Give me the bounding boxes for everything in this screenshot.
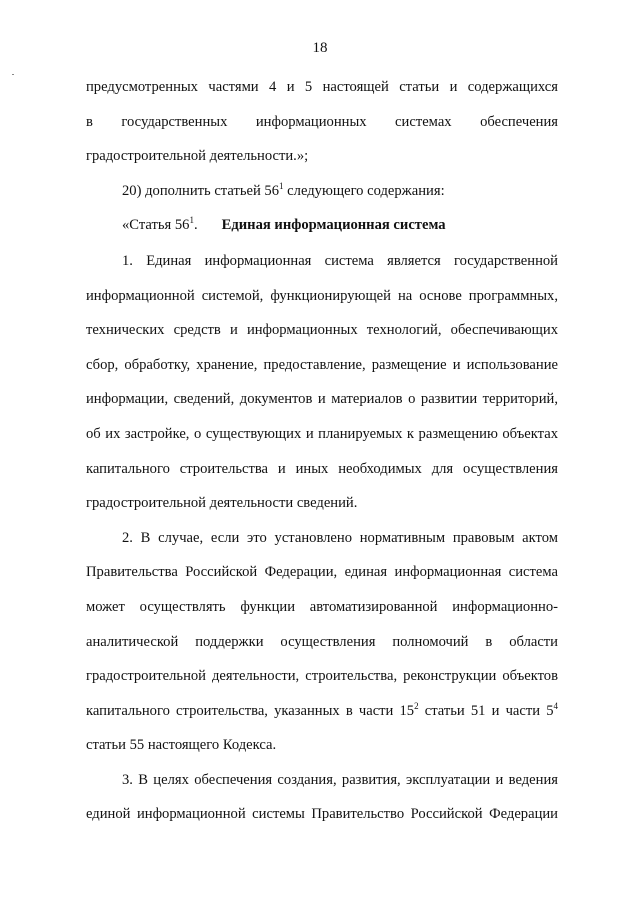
superscript: 1 bbox=[189, 215, 194, 226]
article-number: «Статья $56^1$. bbox=[122, 215, 198, 234]
text-line bbox=[86, 694, 558, 729]
superscript: 2 bbox=[414, 700, 419, 711]
text-line: статьи 55 настоящего Кодекса. bbox=[86, 737, 277, 754]
superscript: 1 bbox=[279, 180, 284, 191]
article-title: Единая информационная система bbox=[221, 217, 446, 234]
text-fragment: 20) дополнить статьей 56 bbox=[122, 182, 280, 199]
text-fragment: статьи 51 и части 5 bbox=[418, 702, 554, 719]
article-heading bbox=[86, 208, 558, 243]
scan-mark bbox=[12, 74, 14, 75]
text-line: аналитической поддержки осуществления полномочий в области bbox=[86, 633, 558, 650]
text-line: информации, сведений, документов и материалов о развитии территорий, bbox=[86, 391, 558, 408]
text-line: единой информационной системы Правительство Российской Федерации bbox=[86, 806, 558, 823]
text-line: информационной системой, функционирующей на основе программных, bbox=[86, 287, 558, 304]
superscript: 4 bbox=[553, 700, 558, 711]
text-line: сбор, обработку, хранение, предоставление, размещение и использование bbox=[86, 356, 558, 373]
text-line: градостроительной деятельности, строительства, реконструкции объектов bbox=[86, 668, 558, 685]
text-line: капитального строительства и иных необходимых для осуществления bbox=[86, 460, 558, 477]
text-fragment: капитального строительства, указанных в части 15 bbox=[86, 702, 415, 719]
document-body bbox=[86, 70, 558, 832]
text-line: в государственных информационных системах обеспечения bbox=[86, 113, 558, 130]
text-line: может осуществлять функции автоматизированной информационно- bbox=[86, 598, 558, 615]
text-line: 2. В случае, если это установлено нормативным правовым актом bbox=[122, 529, 558, 546]
text-line: технических средств и информационных технологий, обеспечивающих bbox=[86, 322, 558, 339]
amendment-item-20 bbox=[86, 174, 558, 209]
text-line: об их застройке, о существующих и планируемых к размещению объектах bbox=[86, 425, 558, 442]
text-line: градостроительной деятельности сведений. bbox=[86, 495, 358, 512]
text-fragment: следующего содержания: bbox=[283, 182, 445, 199]
text-line: предусмотренных частями 4 и 5 настоящей статьи и содержащихся bbox=[86, 79, 558, 95]
text-line: градостроительной деятельности.»; bbox=[86, 148, 309, 165]
page-number: 18 bbox=[312, 40, 328, 56]
text-line: 1. Единая информационная система является государственной bbox=[122, 252, 558, 269]
text-line: 3. В целях обеспечения создания, развития, эксплуатации и ведения bbox=[122, 771, 558, 788]
text-line: Правительства Российской Федерации, единая информационная система bbox=[86, 564, 558, 581]
